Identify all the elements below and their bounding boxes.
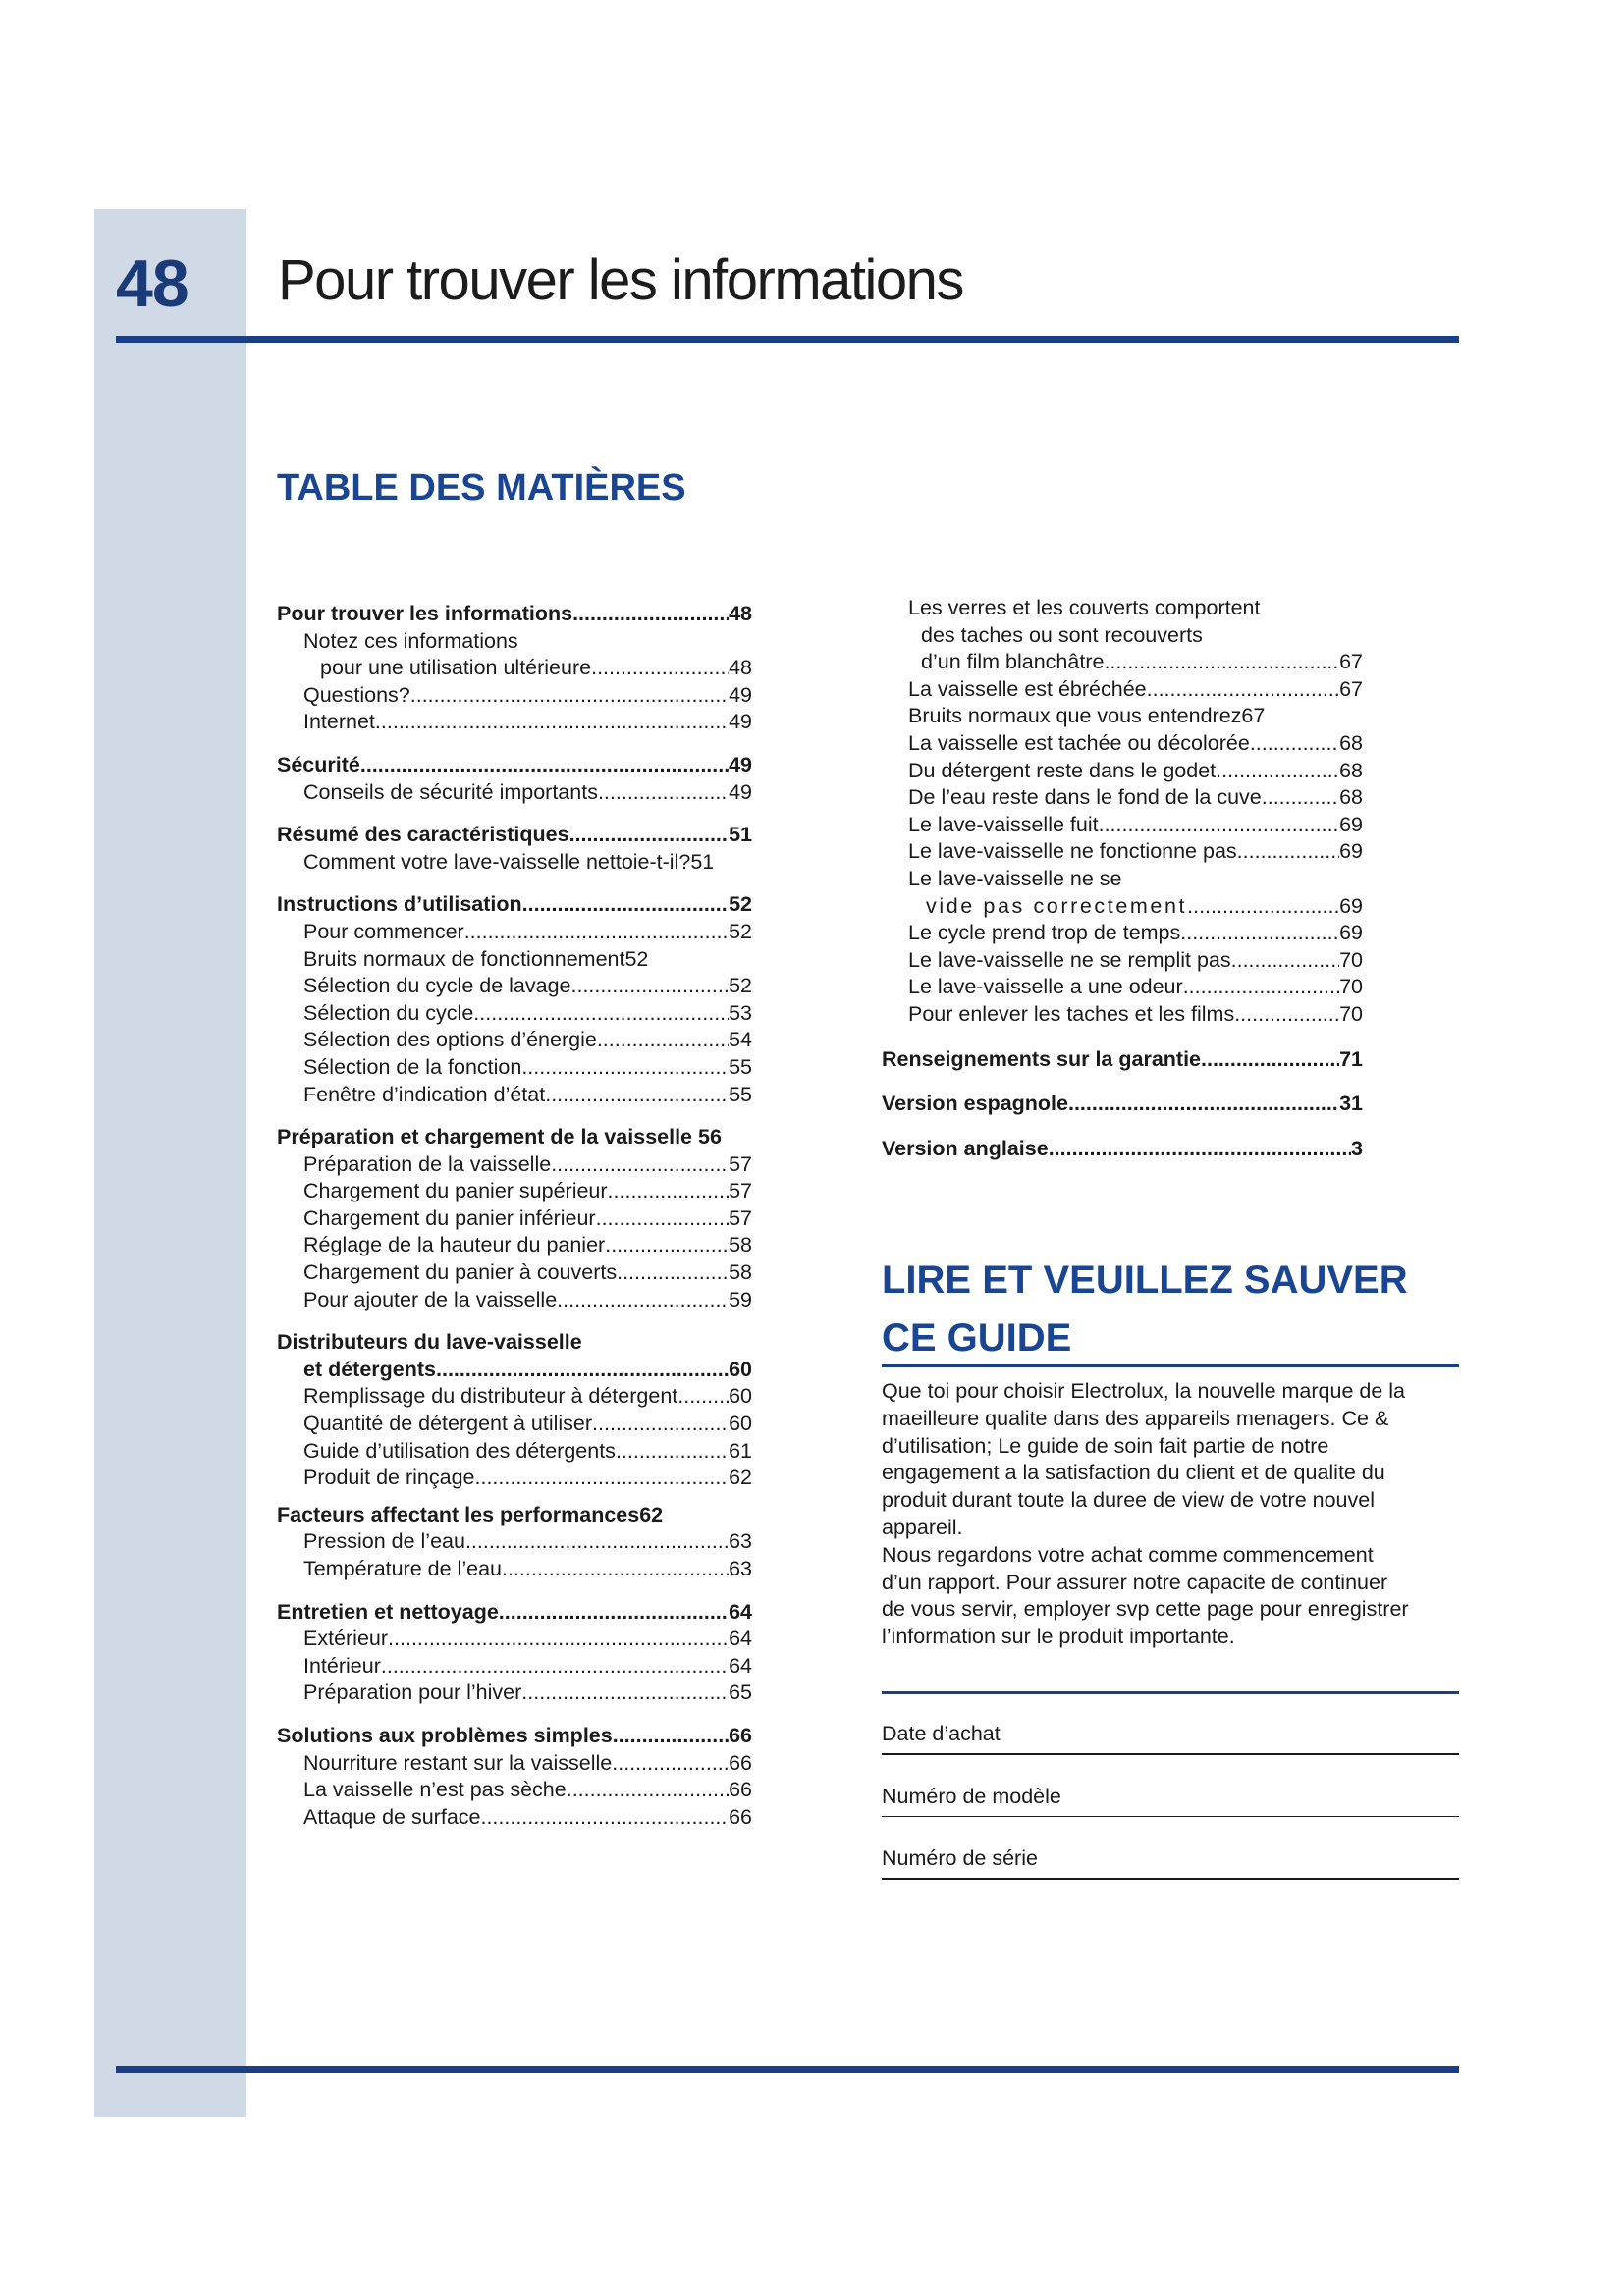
toc-entry: Quantité de détergent à utiliser ..... 60: [277, 1411, 752, 1438]
toc-entry: Pression de l’eau ..... 63: [277, 1528, 752, 1556]
toc-entry: Pour ajouter de la vaisselle ..... 59: [277, 1287, 752, 1314]
toc-entry: La vaisselle est ébréchée ..... 67: [882, 676, 1363, 704]
toc-entry: Chargement du panier supérieur ..... 57: [277, 1178, 752, 1205]
toc-entry: De l’eau reste dans le fond de la cuve ..... 68: [882, 784, 1363, 812]
guide-line: l’information sur le produit importante.: [882, 1625, 1235, 1649]
toc-entry: Préparation et chargement de la vaisselle 56: [277, 1125, 722, 1149]
toc-entry: pour une utilisation ultérieure ..... 48: [277, 655, 752, 682]
toc-entry: Du détergent reste dans le godet ..... 68: [882, 758, 1363, 785]
purchase-date-line: [882, 1753, 1459, 1755]
form-top-rule: [882, 1691, 1459, 1694]
toc-entry: Sélection du cycle de lavage ..... 52: [277, 973, 752, 1000]
guide-line: d’un rapport. Pour assurer notre capacite de continuer: [882, 1570, 1388, 1594]
toc-entry: Préparation de la vaisselle ..... 57: [277, 1151, 752, 1179]
toc-right-column: [882, 595, 1363, 1162]
toc-entry: Attaque de surface ..... 66: [277, 1804, 752, 1832]
header-rule: [116, 336, 1459, 343]
guide-line: produit durant toute la duree de view de votre nouvel: [882, 1488, 1375, 1513]
toc-entry: Les verres et les couverts comportent: [908, 596, 1261, 619]
toc-entry: Pour enlever les taches et les films ..... 70: [882, 1001, 1363, 1029]
toc-entry: Instructions d’utilisation ..... 52: [277, 891, 752, 919]
serial-number-label: Numéro de série: [882, 1846, 1038, 1870]
guide-line: engagement a la satisfaction du client et de qualite du: [882, 1461, 1385, 1485]
serial-number-field[interactable]: [882, 1844, 1459, 1880]
toc-entry: Solutions aux problèmes simples ..... 66: [277, 1723, 752, 1750]
toc-entry: Internet ..... 49: [277, 709, 752, 736]
toc-entry: Pour commencer ..... 52: [277, 919, 752, 946]
toc-entry: Le lave-vaisselle ne se: [908, 866, 1122, 890]
toc-entry: Le lave-vaisselle ne fonctionne pas ..... 69: [882, 838, 1363, 866]
toc-entry: des taches ou sont recouverts: [921, 622, 1203, 647]
toc-entry: Préparation pour l’hiver ..... 65: [277, 1680, 752, 1707]
toc-entry: d’un film blanchâtre ..... 67: [882, 649, 1363, 676]
toc-entry: Conseils de sécurité importants ..... 49: [277, 779, 752, 807]
toc-entry: vide pas correctement ..... 69: [882, 893, 1363, 921]
guide-rule: [882, 1364, 1459, 1367]
page-number: 48: [116, 246, 189, 321]
toc-entry: Chargement du panier à couverts ..... 58: [277, 1259, 752, 1287]
toc-entry: Le cycle prend trop de temps ..... 69: [882, 920, 1363, 947]
toc-heading: TABLE DES MATIÈRES: [277, 467, 686, 508]
toc-entry: Renseignements sur la garantie ..... 71: [882, 1046, 1363, 1074]
purchase-date-label: Date d’achat: [882, 1722, 1001, 1745]
toc-entry: Produit de rinçage ..... 62: [277, 1465, 752, 1492]
toc-entry: Pour trouver les informations ..... 48: [277, 601, 752, 628]
toc-entry: Bruits normaux que vous entendrez67: [908, 704, 1266, 728]
purchase-date-field[interactable]: [882, 1720, 1459, 1755]
footer-rule: [116, 2066, 1459, 2073]
toc-entry: et détergents ..... 60: [277, 1357, 752, 1384]
toc-entry: Remplissage du distributeur à détergent ..... 60: [277, 1383, 752, 1411]
toc-entry: Nourriture restant sur la vaisselle ..... 66: [277, 1750, 752, 1778]
serial-number-line: [882, 1878, 1459, 1880]
model-number-field[interactable]: [882, 1783, 1459, 1817]
toc-entry: Le lave-vaisselle a une odeur ..... 70: [882, 974, 1363, 1001]
guide-line: Que toi pour choisir Electrolux, la nouvelle marque de la: [882, 1379, 1406, 1403]
toc-entry: Sélection de la fonction ..... 55: [277, 1054, 752, 1082]
toc-entry: Température de l’eau ..... 63: [277, 1556, 752, 1583]
toc-entry: Entretien et nettoyage ..... 64: [277, 1599, 752, 1627]
guide-body: [882, 1378, 1461, 1651]
toc-entry: Version anglaise ..... 3: [882, 1136, 1363, 1163]
guide-paragraph: [882, 1542, 1461, 1651]
toc-entry: La vaisselle est tachée ou décolorée ..... 68: [882, 730, 1363, 758]
page-title: Pour trouver les informations: [278, 248, 963, 312]
toc-entry: Chargement du panier inférieur ..... 57: [277, 1205, 752, 1233]
guide-paragraph: [882, 1378, 1461, 1542]
toc-entry: Sélection du cycle ..... 53: [277, 1000, 752, 1028]
toc-entry: Notez ces informations: [303, 628, 518, 653]
toc-entry: Réglage de la hauteur du panier ..... 58: [277, 1232, 752, 1259]
toc-entry: Comment votre lave-vaisselle nettoie-t-il?51: [303, 849, 715, 874]
toc-entry: Résumé des caractéristiques ..... 51: [277, 822, 752, 849]
toc-entry: Intérieur ..... 64: [277, 1653, 752, 1681]
toc-entry: Extérieur ..... 64: [277, 1626, 752, 1653]
guide-line: appareil.: [882, 1515, 963, 1539]
toc-entry: Sécurité ..... 49: [277, 752, 752, 779]
toc-entry: Guide d’utilisation des détergents ..... 61: [277, 1438, 752, 1466]
toc-left-column: [277, 601, 752, 1831]
guide-heading-line: LIRE ET VEUILLEZ SAUVER: [882, 1258, 1408, 1302]
toc-entry: Distributeurs du lave-vaisselle: [277, 1330, 582, 1355]
toc-entry: Le lave-vaisselle fuit ..... 69: [882, 812, 1363, 839]
guide-line: de vous servir, employer svp cette page pour enregistrer: [882, 1597, 1409, 1622]
toc-entry: Questions? ..... 49: [277, 682, 752, 710]
guide-heading: [882, 1252, 1408, 1367]
toc-entry: Le lave-vaisselle ne se remplit pas ..... 70: [882, 947, 1363, 975]
toc-entry: Facteurs affectant les performances62: [277, 1502, 664, 1526]
guide-line: d’utilisation; Le guide de soin fait partie de notre: [882, 1433, 1329, 1458]
toc-entry: Version espagnole ..... 31: [882, 1091, 1363, 1118]
toc-entry: Fenêtre d’indication d’état ..... 55: [277, 1082, 752, 1109]
guide-heading-line: CE GUIDE: [882, 1316, 1072, 1360]
model-number-label: Numéro de modèle: [882, 1785, 1061, 1808]
guide-line: maeilleure qualite dans des appareils menagers. Ce &: [882, 1406, 1389, 1430]
guide-line: Nous regardons votre achat comme commencement: [882, 1542, 1374, 1567]
model-number-line: [882, 1816, 1459, 1817]
page-margin-band: [94, 209, 246, 2117]
toc-entry: Sélection des options d’énergie ..... 54: [277, 1027, 752, 1054]
toc-entry: Bruits normaux de fonctionnement52: [303, 946, 649, 971]
toc-entry: La vaisselle n’est pas sèche ..... 66: [277, 1777, 752, 1804]
